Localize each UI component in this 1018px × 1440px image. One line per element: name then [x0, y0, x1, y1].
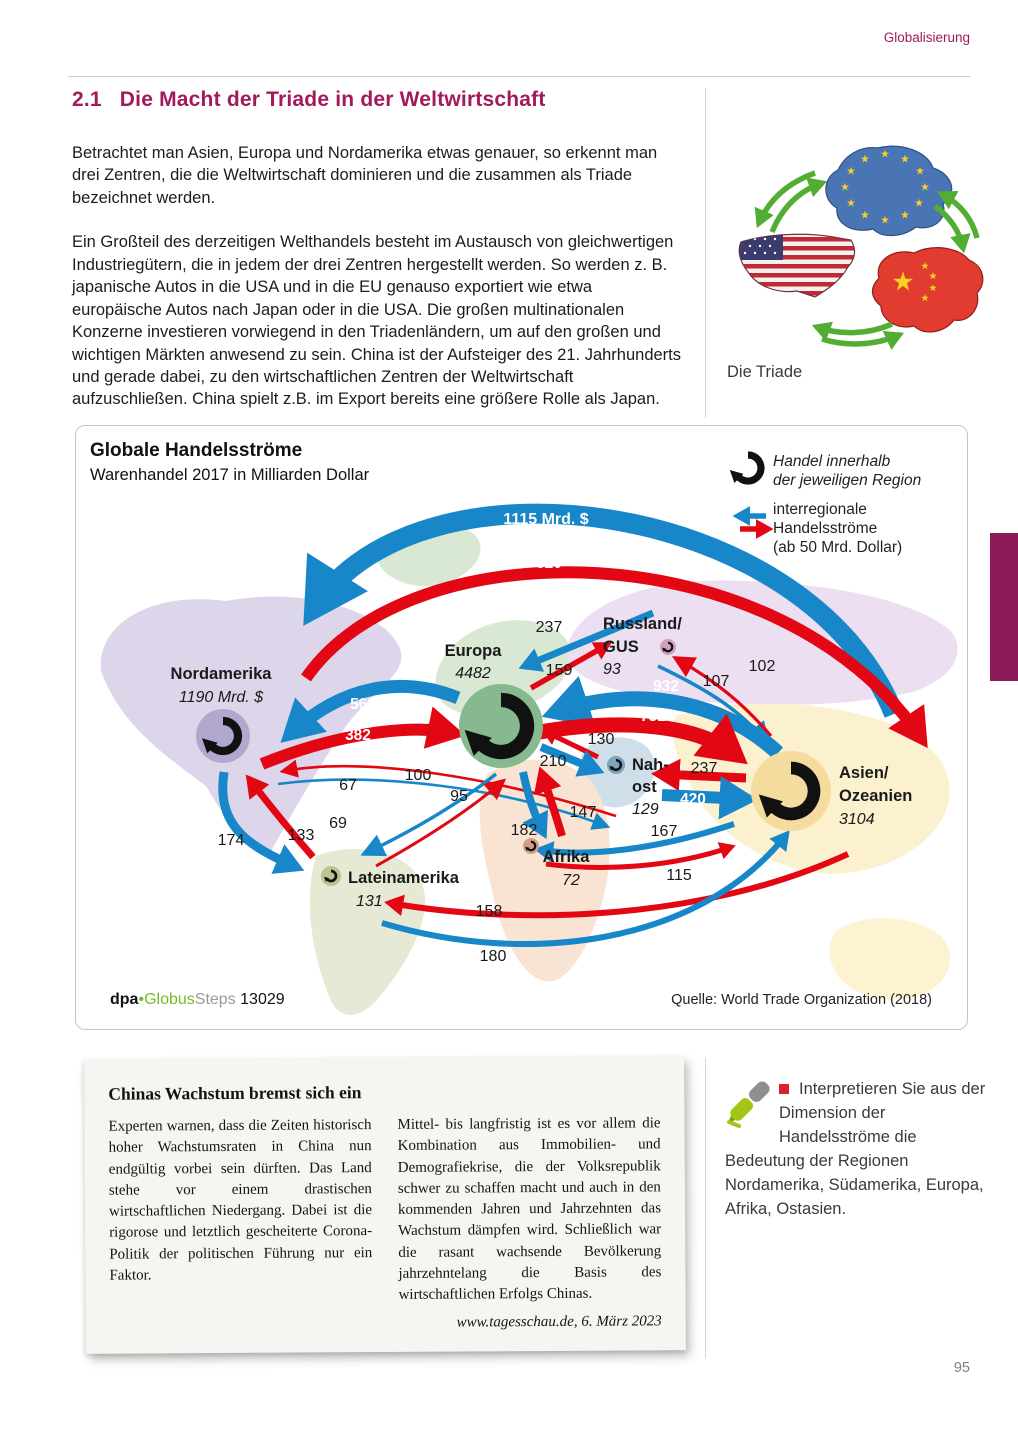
column-divider-top: [705, 88, 706, 418]
region-label: Asien/: [839, 764, 889, 782]
flow-value: 237: [535, 619, 563, 636]
intro-text: [72, 142, 686, 433]
flow-value: 174: [217, 832, 245, 849]
section-title: Die Macht der Triade in der Weltwirtschaft: [119, 88, 546, 111]
section-heading: [72, 88, 546, 112]
legend-inter-line1: interregionale: [773, 501, 867, 518]
region-value: 129: [632, 801, 659, 818]
region-value: 131: [356, 893, 383, 910]
intro-paragraph-2: Ein Großteil des derzeitigen Welthandels besteht im Austausch von gleichwertigen Industriegütern, die in jedem der drei Zentren hergestellt werden. So werden z. B. japanische Autos in die USA und in die EU genauso exportiert wie etwa europäische Autos nach Japan oder in die USA. Die großen multinationalen Konzerne investieren vorwiegend in den Triadenländern, um auf den großen und wichtigen Märkten anwesend zu sein. China ist der Aufsteiger des 21. Jahrhunderts und gerade dabei, zu den wirtschaftlichen Zentren der Weltwirtschaft aufzuschließen. China spielt z.B. im Export bereits eine größere Rolle als Japan.: [72, 233, 682, 409]
lateinamerika-circle: [321, 866, 341, 886]
flow-value: 520: [536, 555, 562, 572]
russland-circle: [660, 639, 676, 655]
flow-value: 158: [475, 903, 503, 920]
chart-title: Globale Handelsströme: [90, 440, 303, 461]
section-number: 2.1: [72, 88, 102, 111]
trade-flow-infographic: [75, 425, 968, 1030]
region-value: 4482: [455, 665, 491, 682]
region-label: Europa: [444, 642, 502, 660]
legend-inter-line2: Handelsströme: [773, 520, 878, 537]
legend-intra-line2: der jeweiligen Region: [773, 472, 922, 489]
header-rule: [68, 76, 970, 77]
flow-value: 100: [404, 767, 432, 784]
flow-value: 731: [640, 708, 666, 725]
region-label: Lateinamerika: [348, 869, 459, 887]
triade-europe-map: [826, 146, 952, 235]
chapter-tab: [990, 533, 1018, 681]
flow-value: 420: [680, 791, 706, 808]
news-clipping: [84, 1056, 686, 1354]
chart-legend: [730, 453, 921, 556]
flow-value: 382: [345, 727, 371, 744]
legend-intra-line1: Handel innerhalb: [773, 453, 891, 470]
flow-value: 182: [510, 822, 538, 839]
flow-value: 159: [545, 662, 573, 679]
region-value: 3104: [839, 811, 875, 828]
intro-paragraph-1: Betrachtet man Asien, Europa und Nordamerika etwas genauer, so erkennt man drei Zentren, die die Weltwirtschaft dominieren und die zusammen als Triade bezeichnet werden.: [72, 144, 658, 207]
nahost-circle: [607, 756, 625, 774]
chart-subtitle: Warenhandel 2017 in Milliarden Dollar: [90, 466, 370, 484]
flow-value: 115: [666, 867, 692, 884]
flow-value: 67: [339, 777, 357, 794]
flow-value: 180: [479, 948, 507, 965]
triade-usa-map: [737, 233, 855, 297]
clipping-attribution: www.tagesschau.de, 6. März 2023: [456, 1312, 662, 1331]
flow-value: 167: [650, 823, 678, 840]
credit-logo: dpa•GlobusSteps 13029: [110, 991, 285, 1008]
region-label: Russland/: [603, 615, 682, 633]
running-head: Globalisierung: [883, 30, 970, 45]
triade-caption: Die Triade: [727, 363, 803, 381]
region-label: Ozeanien: [839, 787, 913, 805]
flow-value: 237: [690, 760, 718, 777]
flow-value: 563: [350, 696, 376, 713]
clipping-title: Chinas Wachstum bremst sich ein: [108, 1082, 362, 1104]
clipping-column-2-text: Mittel- bis langfristig ist es vor allem die Kombination aus Immobilien- und Demografiekrise, die der Volksrepublik schwer zu schaffen macht und auch in den kommenden Jahren und Jahrzehnten das Wachstum dämpfen wird. Schließlich war die rasant wachsende Bevölkerung jahrzehntelang die Basis des wirtschaftlichen Erfolgs Chinas.: [397, 1115, 662, 1304]
region-value: 93: [603, 661, 621, 678]
task-text: Interpretieren Sie aus der Dimension der Handelsströme die Bedeutung der Regionen Nordamerika, Südamerika, Europa, Afrika, Ostasien.: [725, 1080, 986, 1218]
column-divider-bottom: [705, 1058, 706, 1358]
flow-value: 1115 Mrd. $: [503, 511, 589, 528]
region-value: 72: [562, 872, 580, 889]
task-block: [725, 1078, 997, 1222]
flow-value: 147: [569, 804, 597, 821]
afrika-circle: [523, 838, 539, 854]
flow-value: 932: [653, 678, 679, 695]
clipping-column-1: Experten warnen, dass die Zeiten historisch hoher Wachstumsraten in China nun endgültig vorbei sein dürften. Das Land stehe vor einem drastischen wirtschaftlichen Niedergang. Dabei ist die rigorose und letztlich gescheiterte Corona-Politik der politischen Führung nur ein Faktor.: [108, 1117, 373, 1284]
region-label: ost: [632, 778, 657, 796]
flow-value: 107: [702, 673, 730, 690]
page-number: 95: [953, 1360, 970, 1376]
region-label: Nah-: [632, 756, 669, 774]
flow-value: 133: [287, 827, 315, 844]
triade-illustration: [727, 138, 991, 350]
flow-value: 130: [587, 731, 615, 748]
trade-flow-map: [76, 426, 966, 1028]
pen-icon: [725, 1078, 771, 1128]
region-label: Afrika: [542, 848, 590, 866]
clipping-column-2: [397, 1113, 661, 1334]
region-label: GUS: [603, 638, 639, 656]
chart-source: Quelle: World Trade Organization (2018): [671, 992, 932, 1008]
flow-value: 210: [539, 753, 567, 770]
triade-figure: [727, 138, 991, 382]
region-value: 1190 Mrd. $: [178, 689, 264, 706]
region-label: Nordamerika: [170, 665, 272, 683]
legend-inter-line3: (ab 50 Mrd. Dollar): [773, 539, 903, 556]
triade-china-map: [872, 248, 982, 332]
flow-value: 95: [450, 788, 468, 805]
flow-value: 102: [748, 658, 776, 675]
task-bullet-icon: [779, 1084, 789, 1094]
flow-value: 69: [329, 815, 347, 832]
intra-trade-icon: [730, 455, 761, 483]
